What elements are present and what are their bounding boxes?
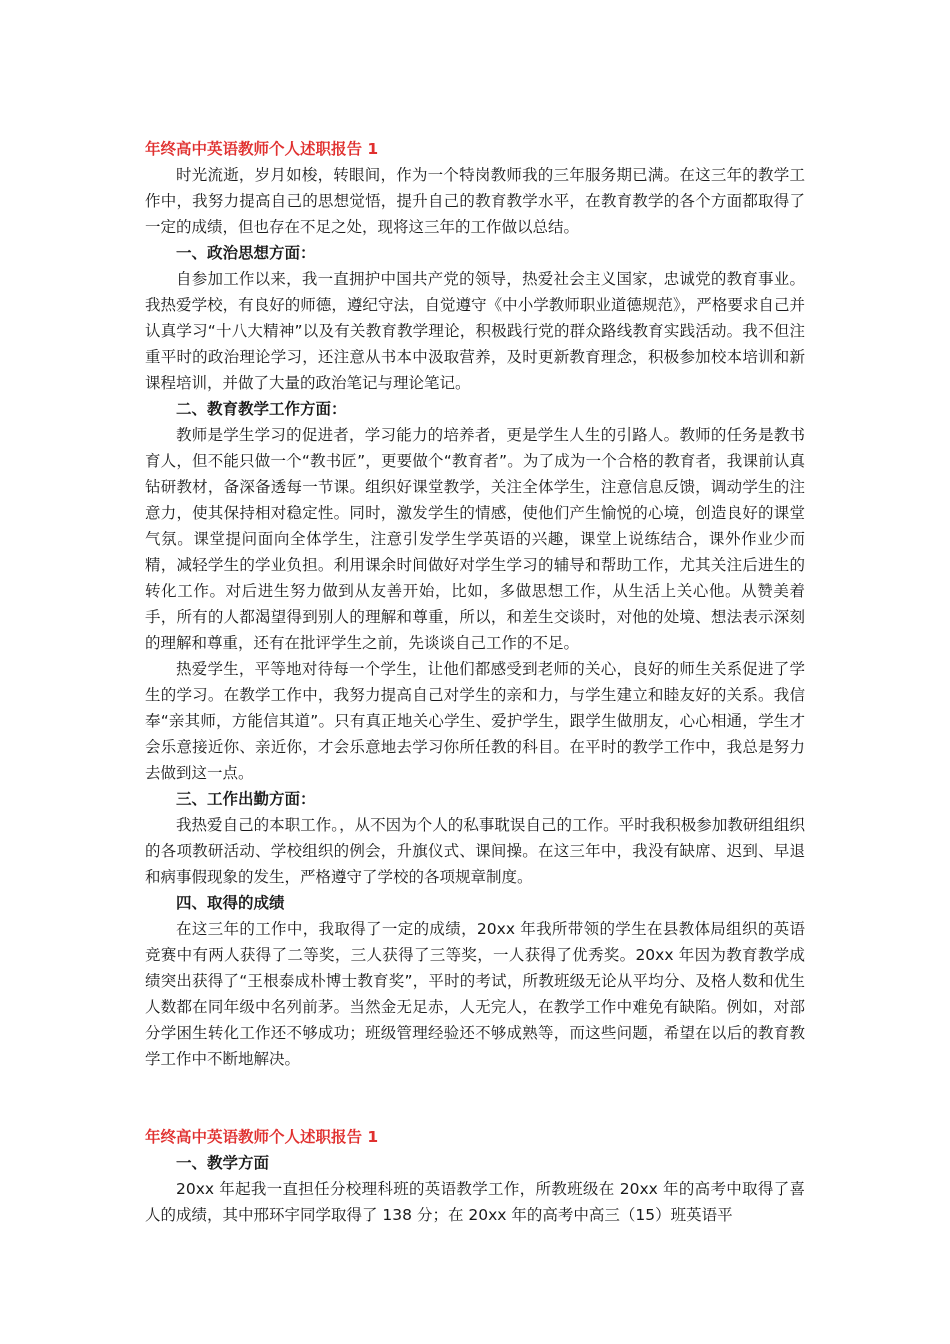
attendance-paragraph: 我热爱自己的本职工作。，从不因为个人的私事耽误自己的工作。平时我积极参加教研组组织的各项教研活动、学校组织的例会，升旗仪式、课间操。在这三年中，我没有缺席、迟到、早退和病事假现象的发生，严格遵守了学校的各项规章制度。	[145, 816, 805, 886]
section-heading-political: 一、政治思想方面：	[176, 244, 316, 262]
section-heading-teaching-aspect: 一、教学方面	[176, 1154, 270, 1172]
political-paragraph: 自参加工作以来，我一直拥护中国共产党的领导，热爱社会主义国家，忠诚党的教育事业。我热爱学校，有良好的师德，遵纪守法，自觉遵守《中小学教师职业道德规范》，严格要求自己并认真学习“十八大精神”以及有关教育教学理论，积极践行党的群众路线教育实践活动。我不但注重平时的政治理论学习，还注意从书本中汲取营养，及时更新教育理念，积极参加校本培训和新课程培训，并做了大量的政治笔记与理论笔记。	[145, 270, 805, 392]
section-heading-achievements: 四、取得的成绩	[176, 894, 285, 912]
intro-paragraph: 时光流逝，岁月如梭，转眼间，作为一个特岗教师我的三年服务期已满。在这三年的教学工作中，我努力提高自己的思想觉悟，提升自己的教育教学水平，在教育教学的各个方面都取得了一定的成绩，但也存在不足之处，现将这三年的工作做以总结。	[145, 166, 805, 236]
report-title-1: 年终高中英语教师个人述职报告 1	[145, 140, 379, 158]
section-heading-attendance: 三、工作出勤方面：	[176, 790, 316, 808]
teaching-aspect-paragraph: 20xx 年起我一直担任分校理科班的英语教学工作，所教班级在 20xx 年的高考中取得了喜人的成绩，其中邢环宇同学取得了 138 分；在 20xx 年的高考中高三（15）班英语平	[145, 1180, 805, 1224]
document-content	[145, 136, 805, 1228]
report-title-2: 年终高中英语教师个人述职报告 1	[145, 1128, 379, 1146]
teaching-paragraph-2: 热爱学生，平等地对待每一个学生，让他们都感受到老师的关心，良好的师生关系促进了学生的学习。在教学工作中，我努力提高自己对学生的亲和力，与学生建立和睦友好的关系。我信奉“亲其师，方能信其道”。只有真正地关心学生、爱护学生，跟学生做朋友，心心相通，学生才会乐意接近你、亲近你，才会乐意地去学习你所任教的科目。在平时的教学工作中，我总是努力去做到这一点。	[145, 660, 805, 782]
section-gap	[145, 1072, 805, 1124]
teaching-paragraph-1: 教师是学生学习的促进者，学习能力的培养者，更是学生人生的引路人。教师的任务是教书育人，但不能只做一个“教书匠”，更要做个“教育者”。为了成为一个合格的教育者，我课前认真钻研教材，备深备透每一节课。组织好课堂教学，关注全体学生，注意信息反馈，调动学生的注意力，使其保持相对稳定性。同时，激发学生的情感，使他们产生愉悦的心境，创造良好的课堂气氛。课堂提问面向全体学生，注意引发学生学英语的兴趣，课堂上说练结合，课外作业少而精，减轻学生的学业负担。利用课余时间做好对学生学习的辅导和帮助工作，尤其关注后进生的转化工作。对后进生努力做到从友善开始，比如，多做思想工作，从生活上关心他。从赞美着手，所有的人都渴望得到别人的理解和尊重，所以，和差生交谈时，对他的处境、想法表示深刻的理解和尊重，还有在批评学生之前，先谈谈自己工作的不足。	[145, 426, 805, 652]
section-heading-teaching: 二、教育教学工作方面：	[176, 400, 347, 418]
achievements-paragraph: 在这三年的工作中，我取得了一定的成绩，20xx 年我所带领的学生在县教体局组织的英语竞赛中有两人获得了二等奖，三人获得了三等奖，一人获得了优秀奖。20xx 年因为教育教学成绩突出获得了“王根泰成朴博士教育奖”，平时的考试，所教班级无论从平均分、及格人数和优生人数都在同年级中名列前茅。当然金无足赤，人无完人，在教学工作中难免有缺陷。例如，对部分学困生转化工作还不够成功；班级管理经验还不够成熟等，而这些问题，希望在以后的教育教学工作中不断地解决。	[145, 920, 805, 1068]
